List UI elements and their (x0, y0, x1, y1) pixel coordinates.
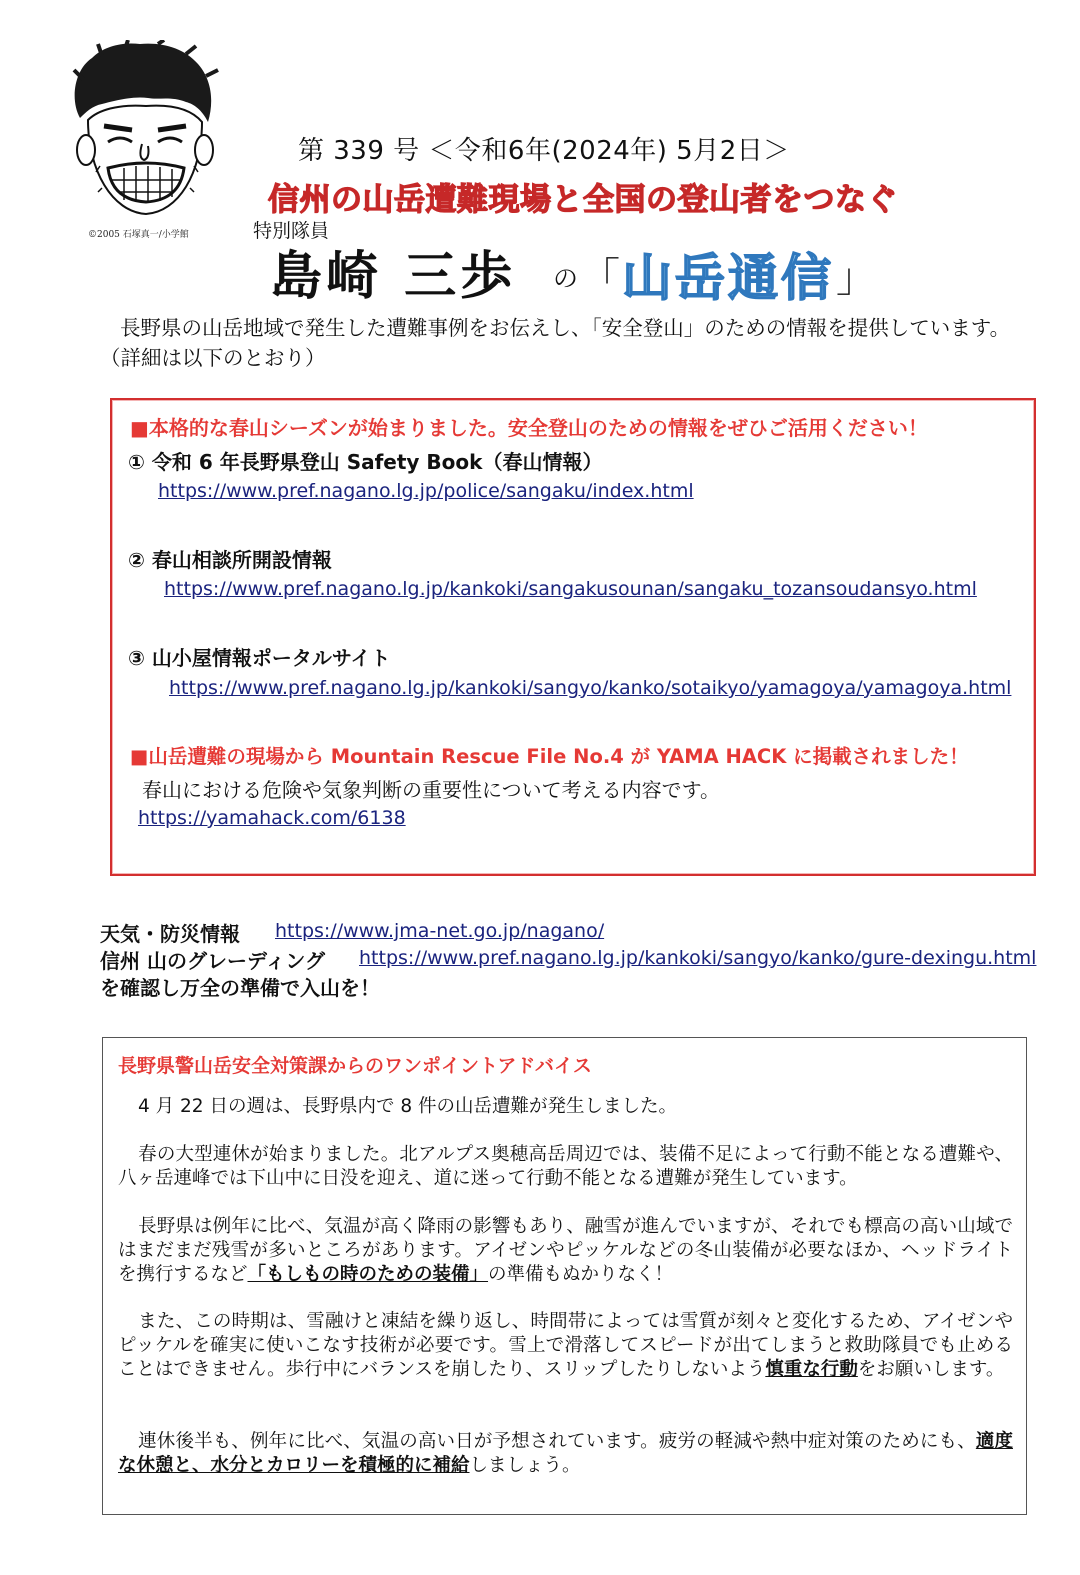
advice-paragraph-4: また、この時期は、雪融けと凍結を繰り返し、時間帯によっては雪質が刻々と変化するため、アイゼンやピッケルを確実に使いこなす技術が必要です。雪上で滑落してスピードが出てしまうと救助隊員でも止めることはできません。歩行中にバランスを崩したり、スリップしたりしないよう慎重な行動をお願いします。 (118, 1311, 1013, 1380)
link-safety-book[interactable]: https://www.pref.nagano.lg.jp/police/sangaku/index.html (158, 480, 694, 502)
closing-message: を確認し万全の準備で入山を！ (100, 976, 380, 1000)
advice-paragraph-1: 4 月 22 日の週は、長野県内で 8 件の山岳遭難が発生しました。 (138, 1096, 677, 1117)
particle-no: の (553, 264, 579, 293)
careful-action-emphasis: 慎重な行動 (765, 1359, 858, 1380)
author-name: 島崎 三歩 (270, 247, 517, 307)
tagline: 信州の山岳遭難現場と全国の登山者をつなぐ (268, 182, 898, 218)
notice-heading-yamahack: ■山岳遭難の現場から Mountain Rescue File No.4 が YAMA HACK に掲載されました！ (130, 745, 969, 768)
title-bracket-close: 」 (836, 254, 876, 301)
mascot-illustration (62, 40, 222, 230)
link-consultation[interactable]: https://www.pref.nagano.lg.jp/kankoki/sangakusounan/sangaku_tozansoudansyo.html (164, 578, 977, 600)
intro-paragraph: 長野県の山岳地域で発生した遭難事例をお伝えし、「安全登山」のための情報を提供しています。（詳細は以下のとおり） (100, 316, 1011, 370)
title-text: 山岳通信 (622, 249, 834, 307)
member-label: 特別隊員 (253, 220, 330, 242)
advice-paragraph-3: 長野県は例年に比べ、気温が高く降雨の影響もあり、融雪が進んでいますが、それでも標高の高い山域ではまだまだ残雪が多いところがあります。アイゼンやピッケルなどの冬山装備が必要なほか、ヘッドライトを携行するなど「もしもの時のための装備」の準備もぬかりなく！ (118, 1216, 1013, 1285)
issue-number: 第 339 号 ＜令和6年(2024年) 5月2日＞ (298, 136, 790, 166)
grading-label: 信州 山のグレーディング (100, 949, 325, 973)
item-hut-portal: ③ 山小屋情報ポータルサイト (128, 646, 391, 670)
newsletter-title (580, 238, 876, 310)
illustration-credit: ©2005 石塚真一/小学館 (88, 230, 189, 240)
advice-title: 長野県警山岳安全対策課からのワンポイントアドバイス (118, 1055, 592, 1077)
link-hut-portal[interactable]: https://www.pref.nagano.lg.jp/kankoki/sangyo/kanko/sotaikyo/yamagoya/yamagoya.html (169, 677, 1012, 699)
link-yamahack[interactable]: https://yamahack.com/6138 (138, 807, 406, 829)
item-consultation: ② 春山相談所開設情報 (128, 548, 332, 572)
link-weather[interactable]: https://www.jma-net.go.jp/nagano/ (275, 920, 605, 942)
title-bracket-open: 「 (580, 254, 620, 301)
weather-label: 天気・防災情報 (100, 922, 240, 946)
yamahack-description: 春山における危険や気象判断の重要性について考える内容です。 (142, 778, 720, 802)
advice-paragraph-5: 連休後半も、例年に比べ、気温の高い日が予想されています。疲労の軽減や熱中症対策のためにも、適度な休憩と、水分とカロリーを積極的に補給しましょう。 (118, 1431, 1013, 1476)
rest-hydration-emphasis: 適度な休憩と、水分とカロリーを積極的に補給 (118, 1431, 1013, 1476)
notice-heading-spring: ■本格的な春山シーズンが始まりました。安全登山のための情報をぜひご活用ください！ (130, 416, 928, 440)
link-grading[interactable]: https://www.pref.nagano.lg.jp/kankoki/sangyo/kanko/gure-dexingu.html (359, 947, 1037, 969)
item-safety-book: ① 令和 6 年長野県登山 Safety Book（春山情報） (128, 450, 603, 474)
equipment-emphasis: 「もしもの時のための装備」 (247, 1264, 489, 1285)
advice-paragraph-2: 春の大型連休が始まりました。北アルプス奥穂高岳周辺では、装備不足によって行動不能となる遭難や、八ヶ岳連峰では下山中に日没を迎え、道に迷って行動不能となる遭難が発生しています。 (118, 1144, 1013, 1189)
